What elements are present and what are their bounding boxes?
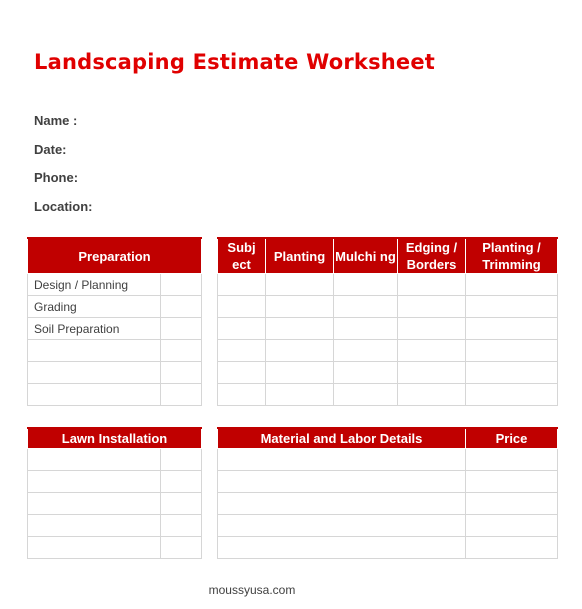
table-row [28,318,202,340]
table-cell[interactable] [28,384,161,406]
preparation-header: Preparation [28,238,202,274]
table-cell[interactable] [334,384,398,406]
table-row [218,296,558,318]
table-cell[interactable] [398,318,466,340]
table-cell[interactable] [466,471,558,493]
table-row [28,493,202,515]
table-row [28,340,202,362]
price-header: Price [466,428,558,449]
table-cell[interactable] [218,471,466,493]
material-labor-table [217,427,558,559]
table-row [218,274,558,296]
table-cell[interactable] [266,384,334,406]
phone-label: Phone: [34,170,79,185]
table-cell[interactable] [161,318,202,340]
table-cell[interactable] [161,537,202,559]
material-labor-header: Material and Labor Details [218,428,466,449]
table-row [218,471,558,493]
preparation-table [27,237,202,406]
table-cell[interactable] [161,449,202,471]
table-cell[interactable] [161,384,202,406]
table-cell[interactable] [466,384,558,406]
table-cell[interactable] [161,340,202,362]
table-cell[interactable] [28,449,161,471]
table-cell[interactable] [218,449,466,471]
table-cell[interactable] [466,362,558,384]
table-cell[interactable] [218,515,466,537]
table-row [28,515,202,537]
table-cell[interactable] [466,318,558,340]
location-label: Location: [34,199,93,214]
table-cell[interactable] [218,384,266,406]
table-cell[interactable] [28,537,161,559]
table-cell[interactable] [398,340,466,362]
table-cell[interactable]: Soil Preparation [28,318,161,340]
table-cell[interactable] [466,515,558,537]
table-cell[interactable]: Grading [28,296,161,318]
footer-watermark: moussyusa.com [208,583,296,597]
table-cell[interactable] [334,340,398,362]
table-cell[interactable] [218,296,266,318]
table-cell[interactable] [266,318,334,340]
table-cell[interactable] [161,515,202,537]
lawn-installation-header: Lawn Installation [28,428,202,449]
table-cell[interactable] [398,296,466,318]
table-row [218,449,558,471]
document-title: Landscaping Estimate Worksheet [34,50,436,74]
table-cell[interactable] [266,362,334,384]
table-cell[interactable] [28,340,161,362]
table-cell[interactable] [161,296,202,318]
table-cell[interactable] [266,274,334,296]
table-cell[interactable] [218,537,466,559]
table-cell[interactable] [466,274,558,296]
table-cell[interactable] [28,362,161,384]
table-cell[interactable] [161,471,202,493]
table-cell[interactable] [334,274,398,296]
table-cell[interactable] [334,362,398,384]
mulching-header: Mulchi ng [334,238,398,274]
table-row [218,515,558,537]
table-cell[interactable] [466,340,558,362]
table-cell[interactable]: Design / Planning [28,274,161,296]
table-cell[interactable] [466,296,558,318]
table-cell[interactable] [218,318,266,340]
table-cell[interactable] [466,449,558,471]
table-row [218,318,558,340]
table-cell[interactable] [161,362,202,384]
table-cell[interactable] [266,296,334,318]
table-cell[interactable] [218,493,466,515]
table-row [218,384,558,406]
table-cell[interactable] [218,362,266,384]
table-cell[interactable] [28,471,161,493]
name-label: Name : [34,113,78,128]
table-row [28,274,202,296]
table-cell[interactable] [218,274,266,296]
lawn-installation-table [27,427,202,559]
table-row [28,537,202,559]
table-row [218,362,558,384]
services-table [217,237,558,406]
table-cell[interactable] [334,318,398,340]
table-cell[interactable] [218,340,266,362]
edging-borders-header: Edging / Borders [398,238,466,274]
table-cell[interactable] [398,384,466,406]
table-cell[interactable] [28,515,161,537]
table-cell[interactable] [398,362,466,384]
table-row [28,296,202,318]
table-cell[interactable] [466,537,558,559]
planting-trimming-header: Planting / Trimming [466,238,558,274]
table-row [218,537,558,559]
date-label: Date: [34,142,67,157]
planting-header: Planting [266,238,334,274]
table-cell[interactable] [28,493,161,515]
table-cell[interactable] [161,493,202,515]
subject-header: Subj ect [218,238,266,274]
table-cell[interactable] [334,296,398,318]
table-row [218,493,558,515]
table-row [28,362,202,384]
table-cell[interactable] [161,274,202,296]
table-cell[interactable] [466,493,558,515]
table-row [28,471,202,493]
table-cell[interactable] [398,274,466,296]
table-row [28,384,202,406]
table-row [28,449,202,471]
table-row [218,340,558,362]
table-cell[interactable] [266,340,334,362]
